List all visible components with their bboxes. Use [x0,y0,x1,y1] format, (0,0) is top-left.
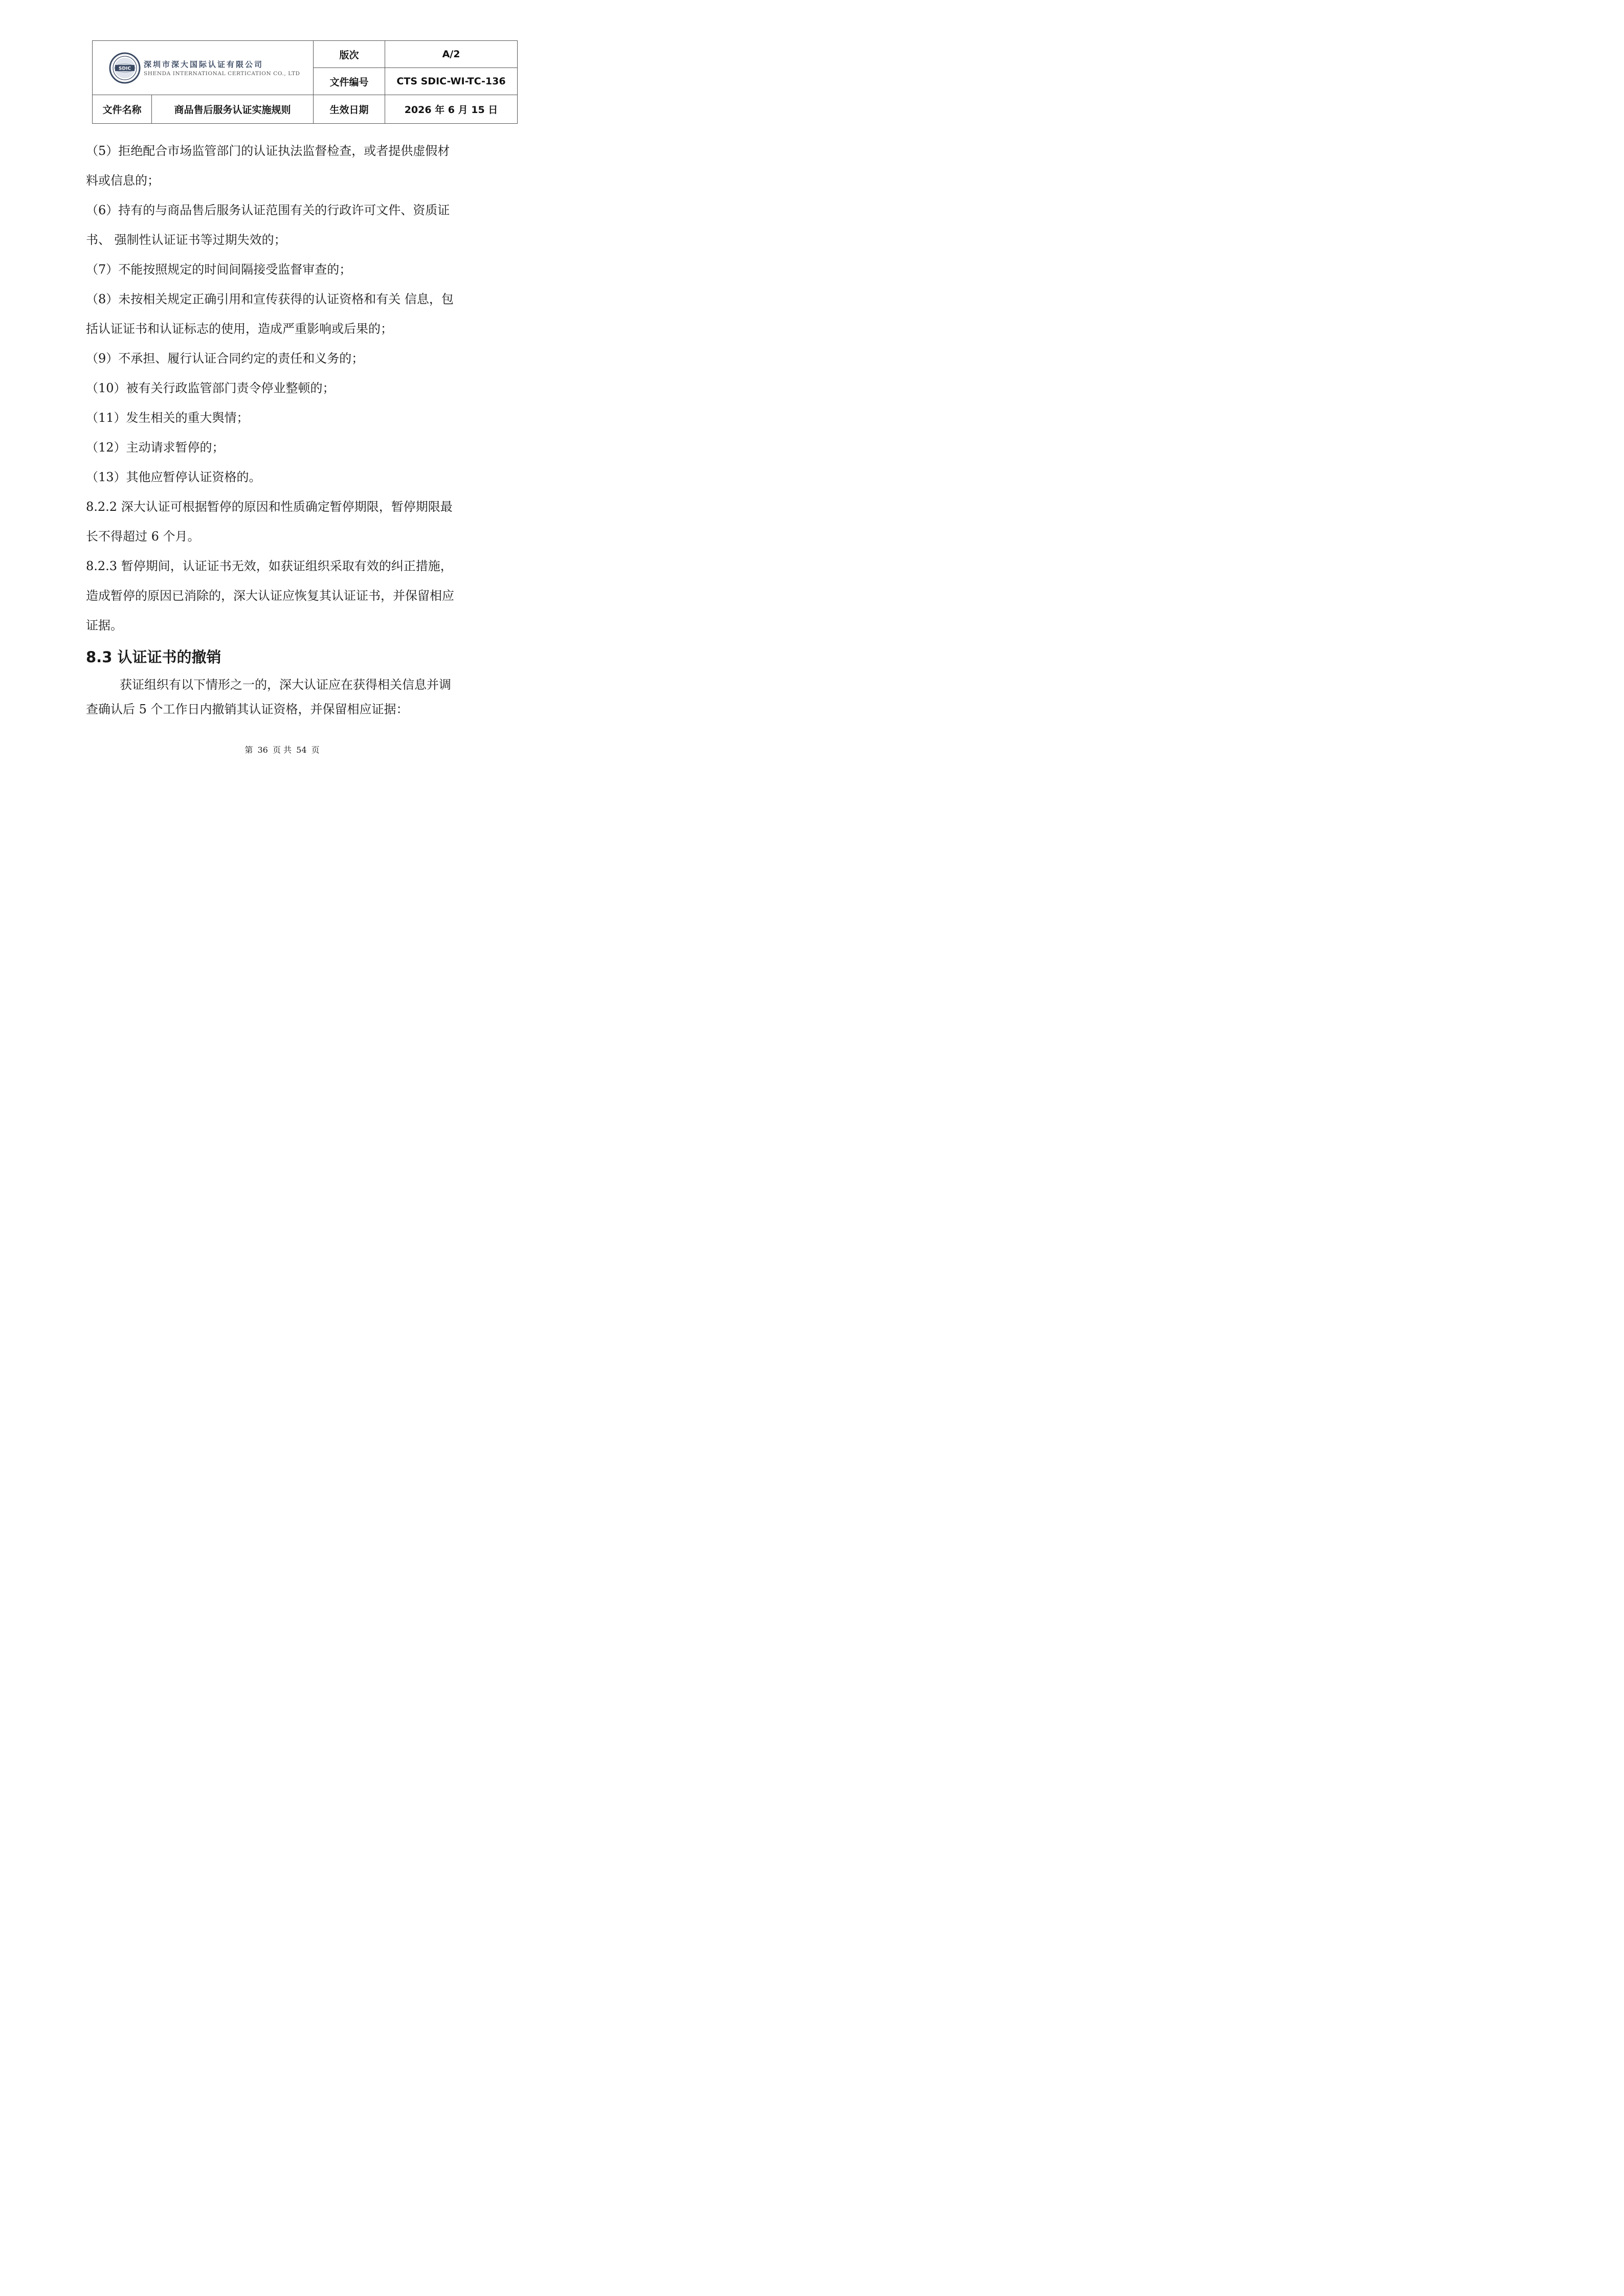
company-name-en: SHENDA INTERNATIONAL CERTICATION CO., LTD [144,71,300,77]
total-page-number: 54 [296,745,307,755]
version-label: 版次 [314,41,385,68]
body-line: 括认证证书和认证标志的使用，造成严重影响或后果的； [86,322,393,336]
document-header-table [92,40,518,124]
body-line: 书、 强制性认证证书等过期失效的； [86,233,286,247]
body-line: （12）主动请求暂停的； [86,440,225,455]
version-value: A/2 [385,41,518,68]
doc-name-row [93,95,314,124]
page-footer: 第 36 页 共 54 页 [244,745,320,755]
doc-name-value: 商品售后服务认证实施规则 [174,104,291,116]
body-line: （13）其他应暂停认证资格的。 [86,470,261,484]
body-line: 8.2.3 暂停期间，认证证书无效，如获证组织采取有效的纠正措施， [86,559,453,573]
body-line: （11）发生相关的重大舆情； [86,411,249,425]
body-line: 8.2.2 深大认证可根据暂停的原因和性质确定暂停期限，暂停期限最 [86,500,453,514]
effective-date-label: 生效日期 [314,95,385,124]
current-page-number: 36 [257,745,268,755]
body-line: 造成暂停的原因已消除的，深大认证应恢复其认证证书，并保留相应 [86,589,454,603]
company-name-cn: 深圳市深大国际认证有限公司 [144,60,264,69]
body-line: 长不得超过 6 个月。 [86,529,200,544]
paragraph-line: 获证组织有以下情形之一的，深大认证应在获得相关信息并调 [120,678,451,692]
doc-number-value: CTS SDIC-WI-TC-136 [385,68,518,95]
body-line: （7）不能按照规定的时间间隔接受监督审查的； [86,262,352,277]
body-line: 证据。 [86,618,123,633]
paragraph-line: 查确认后 5 个工作日内撤销其认证资格，并保留相应证据： [86,702,409,716]
body-line: （5）拒绝配合市场监管部门的认证执法监督检查，或者提供虚假材 [86,144,450,158]
doc-name-label: 文件名称 [93,95,152,123]
body-line: （9）不承担、履行认证合同约定的责任和义务的； [86,351,364,366]
body-line: （10）被有关行政监管部门责令停业整顿的； [86,381,335,395]
section-heading: 8.3 认证证书的撤销 [86,648,221,666]
doc-number-label: 文件编号 [314,68,385,95]
svg-text:SDIC: SDIC [119,66,131,71]
effective-date-value: 2026 年 6 月 15 日 [385,95,518,124]
body-line: （8）未按相关规定正确引用和宣传获得的认证资格和有关 信息，包 [86,292,454,306]
body-line: 料或信息的； [86,173,160,188]
company-logo-cell [93,41,314,95]
body-line: （6）持有的与商品售后服务认证范围有关的行政许可文件、资质证 [86,203,450,217]
company-seal-icon [109,52,141,84]
